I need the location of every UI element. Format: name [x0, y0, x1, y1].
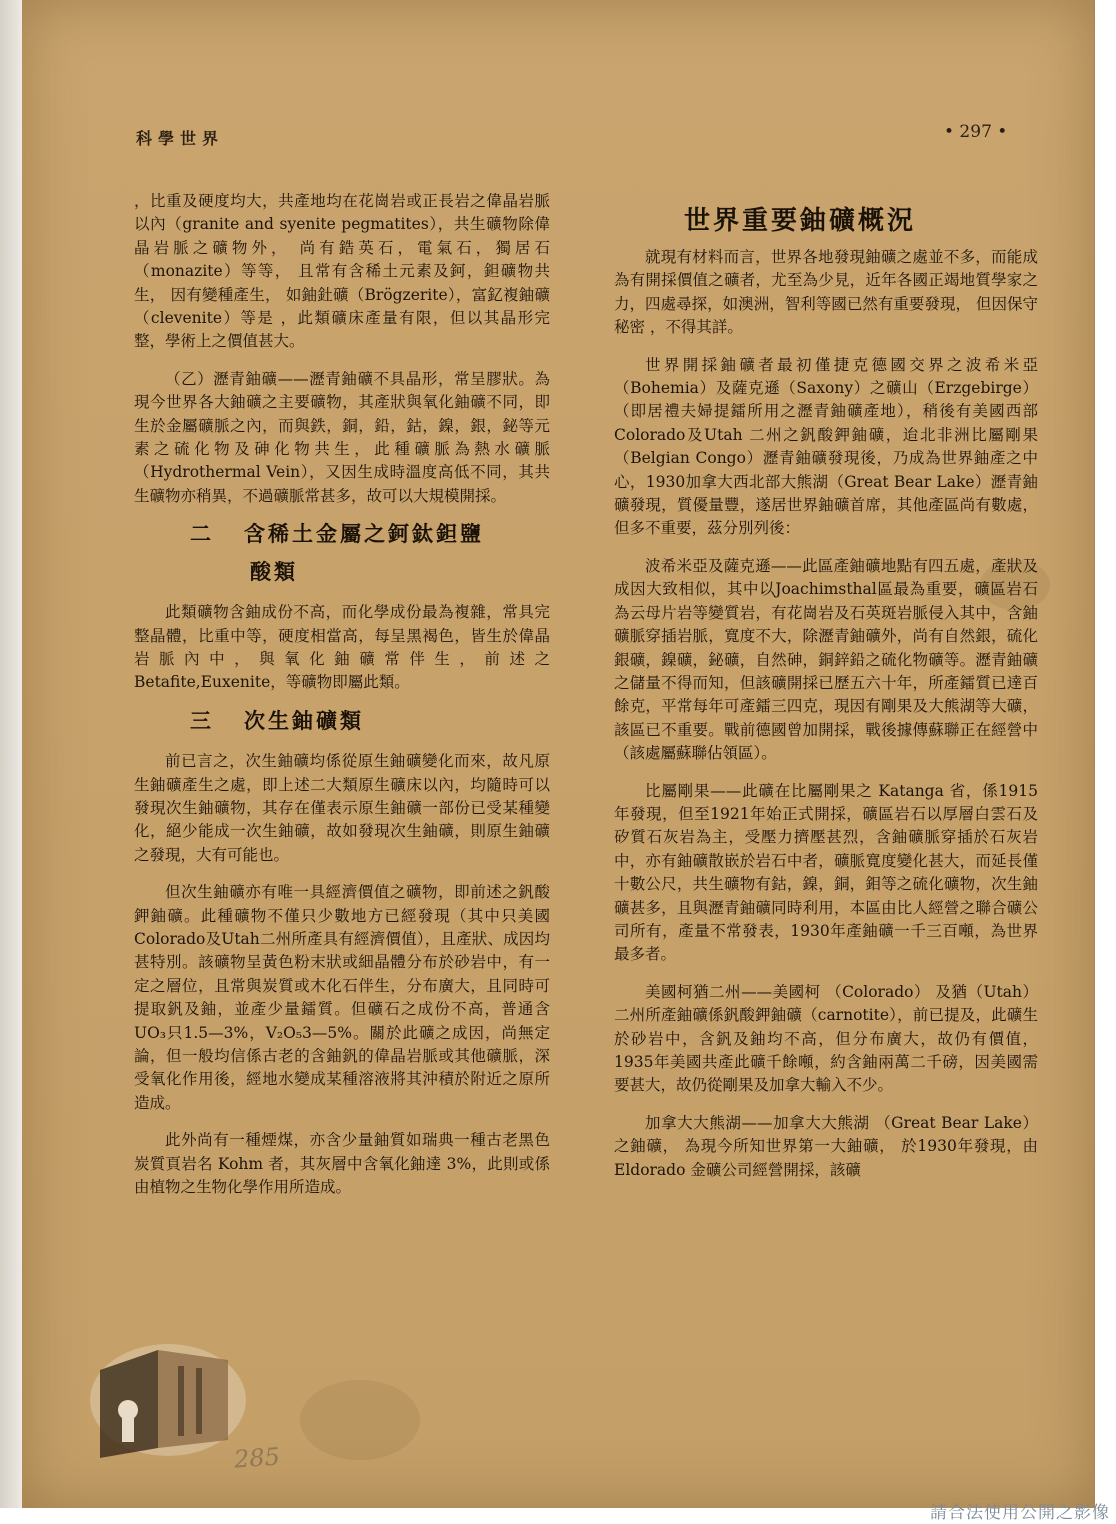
paragraph: 加拿大大熊湖——加拿大大熊湖 （Great Bear Lake）之鈾礦， 為現今所知世界第一大鈾礦， 於1930年發現，由Eldorado 金礦公司經營開採，該礦 — [614, 1113, 1038, 1179]
page-number: • 297 • — [944, 122, 1008, 142]
library-stamp-icon — [88, 1330, 248, 1460]
paragraph: 美國柯猶二州——美國柯 （Colorado） 及猶（Utah）二州所產鈾礦係釩酸鉀鈾礦（carnotite），前已提及，此礦生於砂岩中，含釩及鈾均不高，但分布廣大，故仍有價值，1935年美國共產此礦千餘噸，約含鈾兩萬二千磅，因美國需要甚大，故仍從剛果及加拿大輸入不少。 — [614, 982, 1038, 1095]
journal-name: 科學世界 — [136, 129, 225, 148]
paragraph: 此類礦物含鈾成份不高，而化學成份最為複雜，常具完整晶體，比重中等，硬度相當高，每呈黑褐色，皆生於偉晶岩脈內中，與氧化鈾礦常伴生，前述之 Betafite,Euxenite，等礦物即屬此類。 — [134, 603, 550, 692]
section-number: 二 — [190, 521, 214, 547]
handwritten-note: 285 — [233, 1442, 281, 1474]
paragraph: 比屬剛果——此礦在比屬剛果之 Katanga 省，係1915年發現，但至1921年始正式開採，礦區岩石以厚層白雲石及矽質石灰岩為主，受壓力擠壓甚烈，含鈾礦脈穿插於石灰岩中，亦有鈾礦散嵌於岩石中者，礦脈寬度變化甚大，而延長僅十數公尺，共生礦物有鈷，鎳，銅，鉬等之硫化礦物，次生鈾礦甚多，且與瀝青鈾礦同時利用，本區由比人經營之聯合礦公司所有，產量不常發表，1930年產鈾礦一千三百噸，為世界最多者。 — [614, 781, 1038, 964]
section-title: 次生鈾礦類 — [244, 707, 364, 733]
paragraph: 但次生鈾礦亦有唯一具經濟價值之礦物，即前述之釩酸鉀鈾礦。此種礦物不僅只少數地方已經發現（其中只美國 Colorado及Utah二州所產具有經濟價值），且產狀、成因均甚特別。該礦物呈黃色粉末狀或細晶體分布於砂岩中，有一定之層位，且常與炭質或木化石伴生，分布廣大，且同時可提取釩及鈾，並產少量鐳質。但礦石之成份不高，普通含UO₃只1.5—3%，V₂O₅3—5%。關於此礦之成因，尚無定論，但一般均信係古老的含鈾釩的偉晶岩脈或其他礦脈，深受氧化作用後，經地水變成某種溶液將其沖積於附近之原所造成。 — [134, 883, 550, 1112]
stain — [300, 1380, 420, 1460]
section-title: 含稀土金屬之鈳鈦鉭鹽 — [244, 521, 484, 547]
paragraph: ，比重及硬度均大，共產地均在花崗岩或正長岩之偉晶岩脈以內（granite and syenite pegmatites），共生礦物除偉晶岩脈之礦物外， 尚有鋯英石，電氣石，獨居石（monazite）等等， 且常有含稀土元素及鈳，鉭礦物共生， 因有變種產生， 如鈾釷礦（Brögzerite），富釔複鈾礦（clevenite）等是 ，此類礦床產量有限，但以其晶形完整，學術上之價值甚大。 — [134, 192, 550, 351]
paragraph: 此外尚有一種煙煤，亦含少量鈾質如瑞典一種古老黑色炭質頁岩名 Kohm 者，其灰層中含氧化鈾達 3%，此則或係由植物之生物化學作用所造成。 — [134, 1131, 550, 1197]
paragraph: 世界開採鈾礦者最初僅捷克德國交界之波希米亞（Bohemia）及薩克遜（Saxony）之礦山（Erzgebirge）（即居禮夫婦提鐳所用之瀝青鈾礦產地），稍後有美國西部Colorado及Utah 二州之釩酸鉀鈾礦，迨北非洲比屬剛果（Belgian Congo）瀝青鈾礦發現後，乃成為世界鈾產之中心，1930加拿大西北部大熊湖（Great Bear Lake）瀝青鈾礦發現，質優量豐，遂居世界鈾礦首席，其他產區尚有數處，但多不重要，茲分別列後： — [614, 355, 1038, 538]
right-column — [614, 246, 1038, 1196]
paragraph: 就現有材料而言，世界各地發現鈾礦之處並不多，而能成為有開採價值之礦者，尤至為少見，近年各國正竭地質學家之力，四處尋探，如澳洲，智利等國已然有重要發現， 但因保守秘密 ，不得其詳。 — [614, 248, 1038, 337]
left-column — [134, 190, 550, 1213]
section-number: 三 — [190, 707, 214, 733]
section-heading-2 — [134, 522, 550, 545]
scan-edge — [0, 0, 24, 1508]
section-heading-2-cont: 酸類 — [250, 558, 298, 584]
paragraph: （乙）瀝青鈾礦——瀝青鈾礦不具晶形，常呈膠狀。為現今世界各大鈾礦之主要礦物，其產狀與氧化鈾礦不同，即生於金屬礦脈之內，而與鉄，銅，鉛，鈷，鎳，銀，鉍等元素之硫化物及砷化物共生，此種礦脈為熱水礦脈（Hydrothermal Vein），又因生成時溫度高低不同，其共生礦物亦稍異，不過礦脈常甚多，故可以大規模開採。 — [134, 369, 550, 505]
section-heading-3 — [134, 709, 550, 732]
article-title: 世界重要鈾礦概況 — [684, 206, 917, 236]
watermark: 請合法使用公開之影像 — [930, 1503, 1110, 1523]
paragraph: 波希米亞及薩克遜——此區產鈾礦地點有四五處，產狀及成因大致相似，其中以Joachimsthal區最為重要，礦區岩石為云母片岩等變質岩，有花崗岩及石英斑岩脈侵入其中，含鈾礦脈穿插岩脈，寬度不大，除瀝青鈾礦外，尚有自然銀，硫化銀礦，鎳礦，鉍礦，自然砷，銅鋅鉛之硫化物礦等。瀝青鈾礦之儲量不得而知，但該礦開採已歷五六十年，所產鐳質已達百餘克，平常每年可產鐳三四克，現因有剛果及大熊湖等大礦，該區已不重要。戰前德國曾加開採，戰後據傳蘇聯正在經營中（該處屬蘇聯佔領區）。 — [614, 556, 1038, 763]
paragraph: 前已言之，次生鈾礦均係從原生鈾礦變化而來，故凡原生鈾礦產生之處，即上述二大類原生礦床以內，均隨時可以發現次生鈾礦物，其存在僅表示原生鈾礦一部份已受某種變化，絕少能成一次生鈾礦，故如發現次生鈾礦，則原生鈾礦之發現，大有可能也。 — [134, 752, 550, 864]
